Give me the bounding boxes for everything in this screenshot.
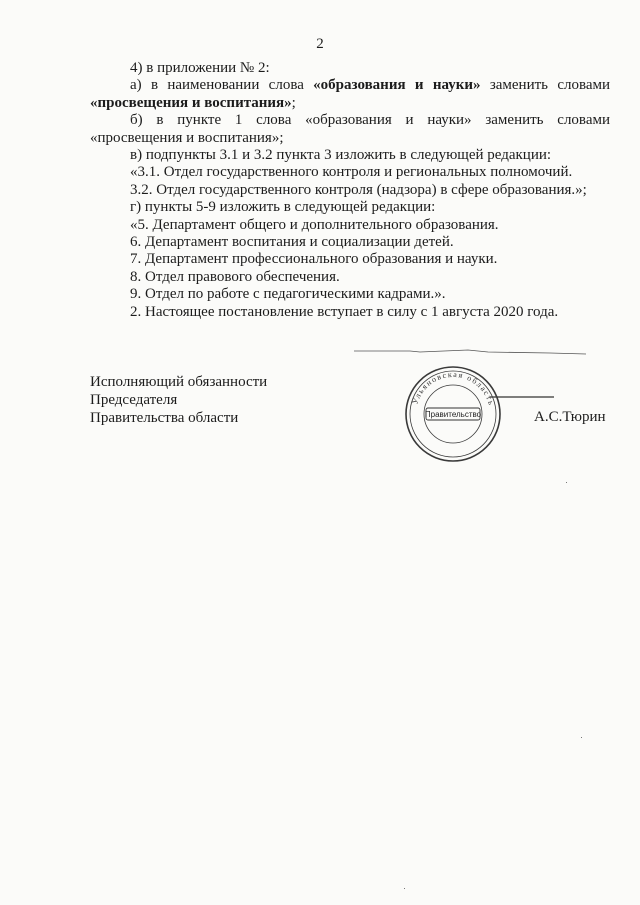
- item-4-line: 4) в приложении № 2:: [130, 60, 270, 76]
- point-7: 7. Департамент профессионального образования и науки.: [130, 251, 498, 268]
- point-9: 9. Отдел по работе с педагогическими кадрами.».: [130, 286, 446, 303]
- signature-title-line-1: Исполняющий обязанности: [90, 374, 268, 390]
- signature-title-line-2: Председателя: [90, 392, 178, 408]
- signer-name: А.С.Тюрин: [534, 409, 606, 425]
- page-number: 2: [316, 36, 324, 52]
- scan-speck: [404, 888, 405, 889]
- official-stamp: [403, 364, 503, 464]
- point-8: 8. Отдел правового обеспечения.: [130, 268, 340, 285]
- signature-title-block: [90, 373, 267, 427]
- item-a-text-1: а) в наименовании слова: [130, 77, 314, 94]
- stamp-ring-text: Ульяновская область: [410, 369, 497, 408]
- subitem-3-2: 3.2. Отдел государственного контроля (надзора) в сфере образования.»;: [130, 181, 587, 198]
- scan-speck: [566, 482, 567, 483]
- point-5: «5. Департамент общего и дополнительного образования.: [130, 216, 499, 233]
- svg-text:Ульяновская область: [410, 370, 496, 407]
- subitem-3-1: «3.1. Отдел государственного контроля и региональных полномочий.: [130, 164, 573, 181]
- item-b-continuation: «просвещения и воспитания»;: [90, 129, 284, 146]
- item-a-semicolon: ;: [291, 94, 296, 111]
- item-a-bold-replacement: «просвещения и воспитания»: [90, 94, 292, 111]
- signature-line: [350, 347, 590, 357]
- item-a-continuation: [90, 95, 610, 112]
- item-a-text-2: заменить словами: [480, 77, 611, 94]
- item-v-line: в) подпункты 3.1 и 3.2 пункта 3 изложить в следующей редакции:: [130, 147, 552, 164]
- item-a-bold-phrase: «образования и науки»: [313, 77, 481, 94]
- section-2-effective-date: 2. Настоящее постановление вступает в силу с 1 августа 2020 года.: [130, 303, 559, 320]
- item-b-line: б) в пункте 1 слова «образования и науки» заменить словами: [130, 112, 610, 129]
- item-g-line: г) пункты 5-9 изложить в следующей редакции:: [130, 199, 436, 216]
- scan-speck: [581, 737, 582, 738]
- signature-title-line-3: Правительства области: [90, 410, 239, 426]
- item-a-line: [90, 77, 610, 94]
- point-6: 6. Департамент воспитания и социализации детей.: [130, 234, 454, 251]
- stamp-center-text: Правительство: [424, 410, 482, 419]
- document-body: [90, 60, 610, 321]
